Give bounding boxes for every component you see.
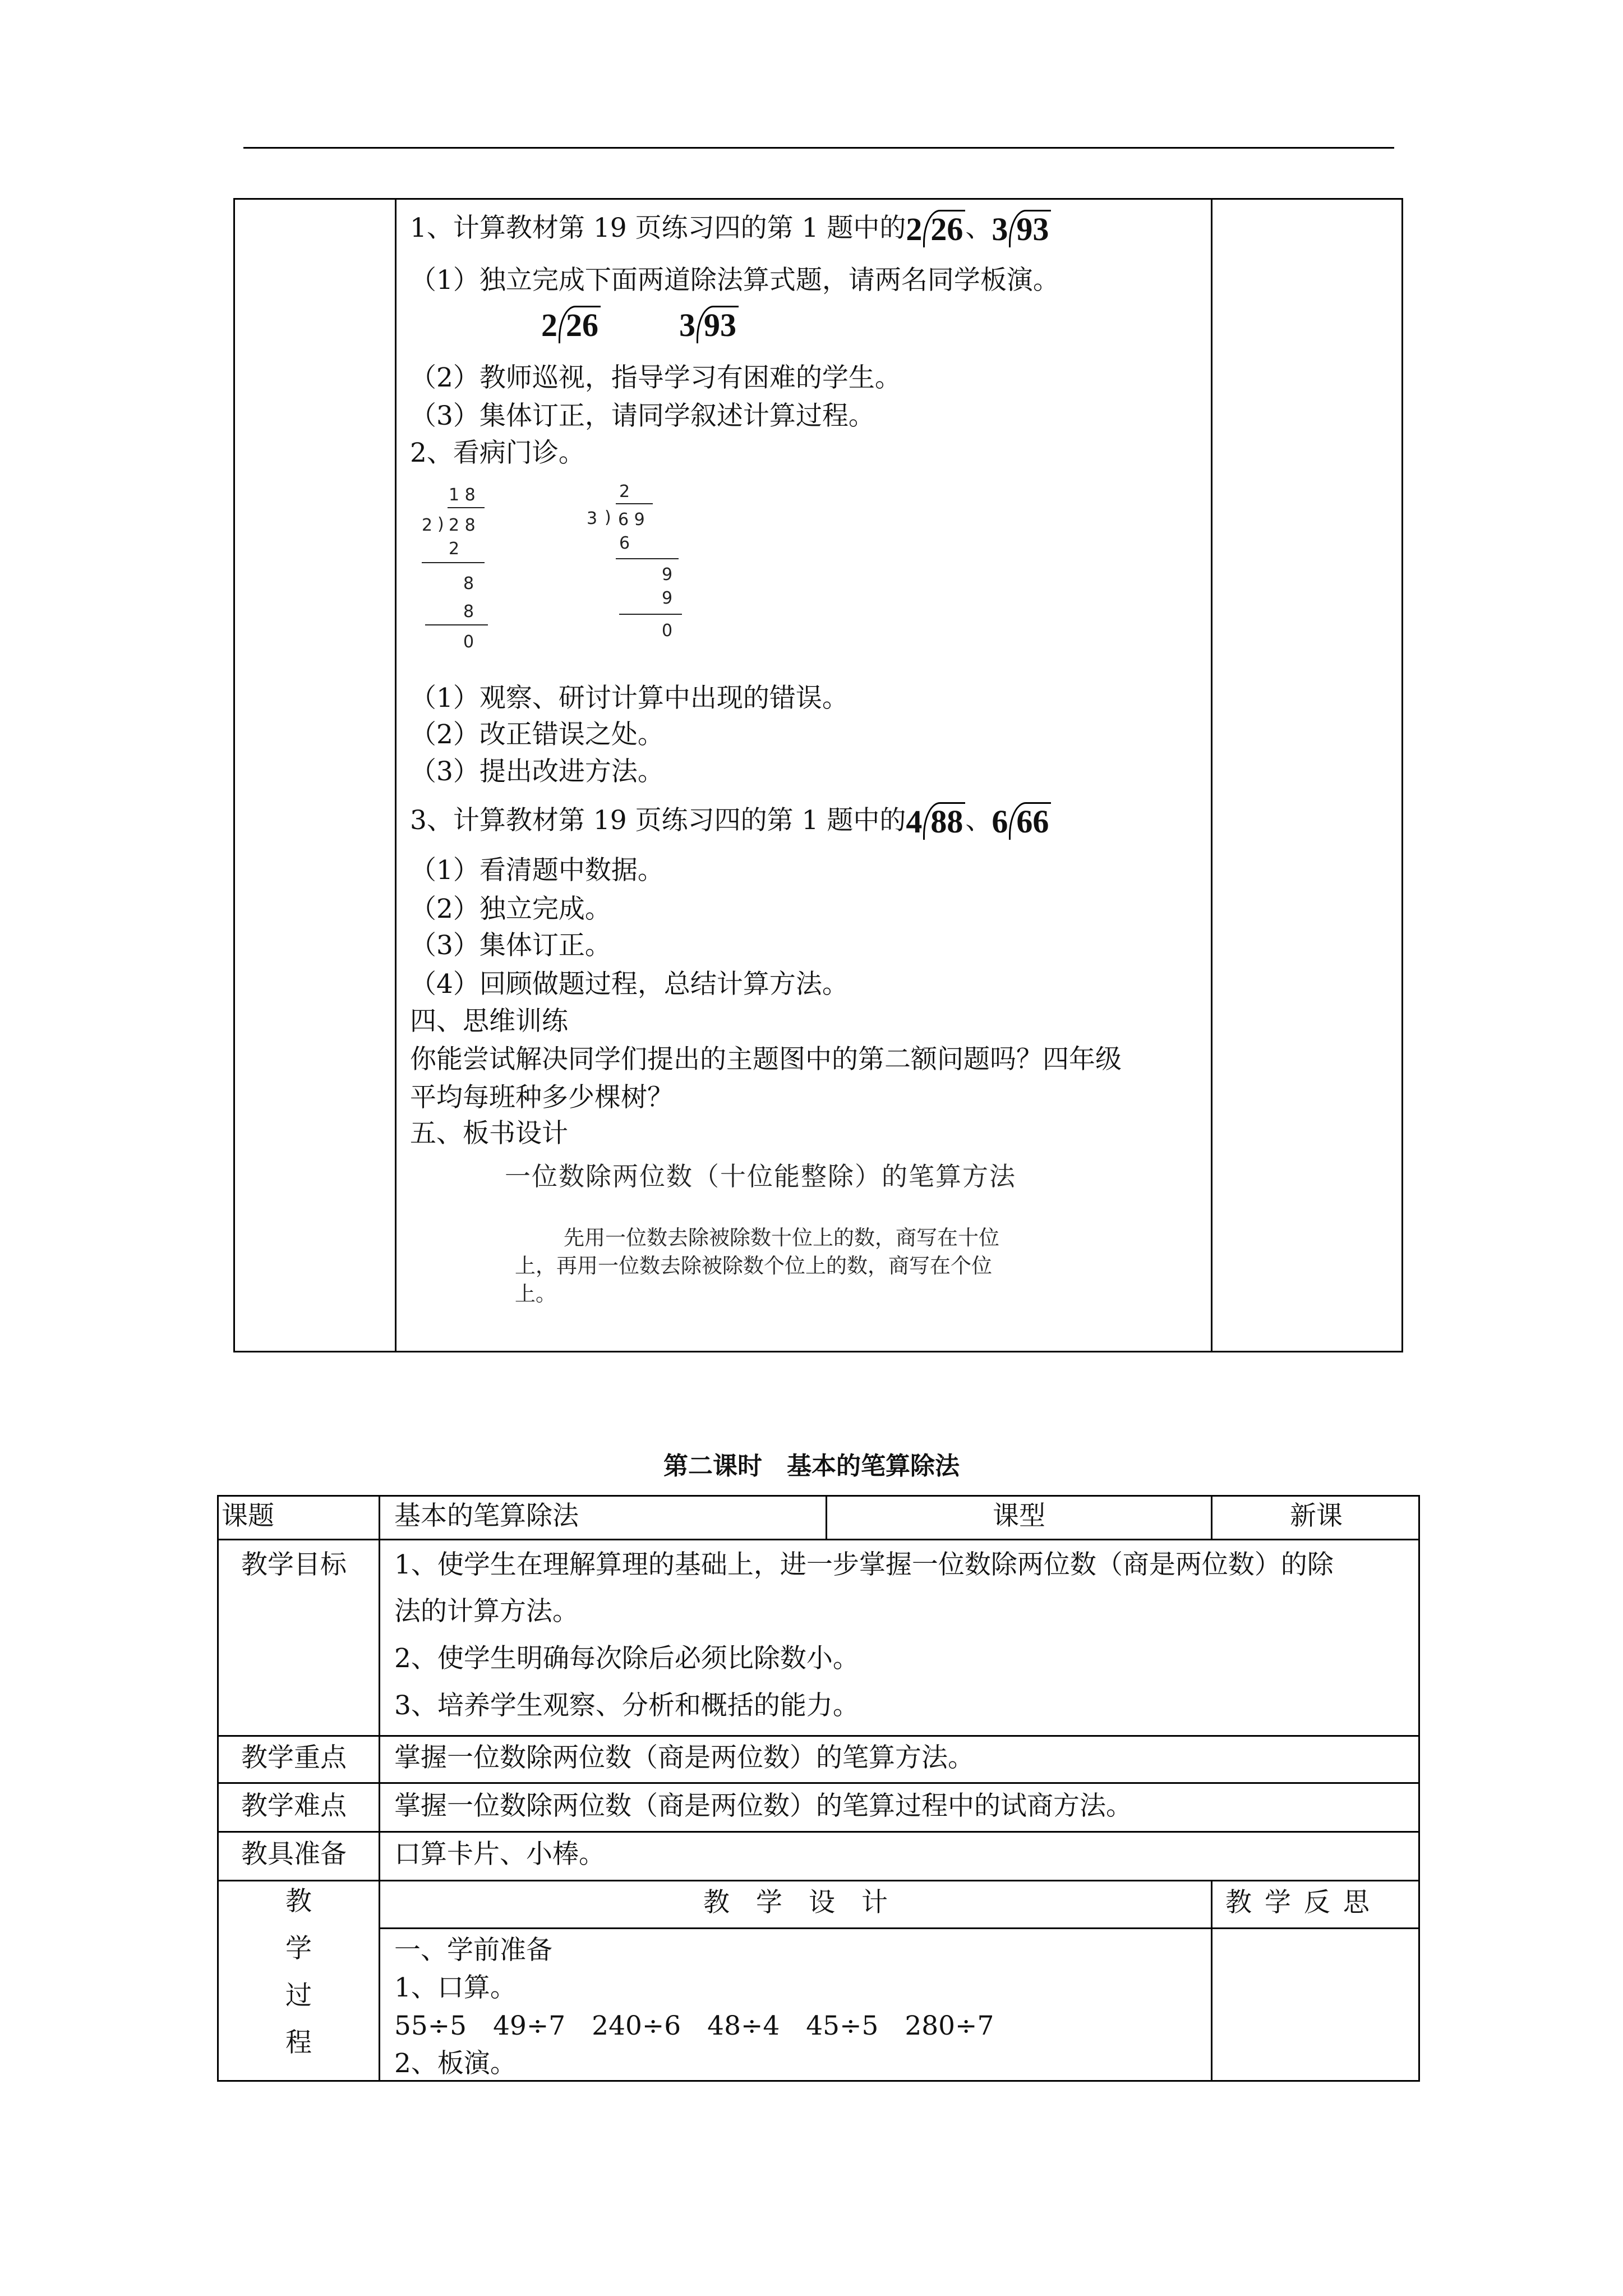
table-row-divider [379, 1927, 1420, 1929]
dividend: 26 [559, 306, 601, 343]
item3-sub4: （4）回顾做题过程，总结计算方法。 [410, 969, 849, 1000]
section5-heading: 五、板书设计 [410, 1118, 568, 1149]
key-label: 教学重点 [241, 1742, 347, 1773]
item3-sub2: （2）独立完成。 [410, 894, 611, 924]
board-rule-line1: 先用一位数去除被除数十位上的数，商写在十位 [564, 1226, 999, 1250]
dividend: 6 9 [618, 510, 645, 530]
difficulty-value: 掌握一位数除两位数（商是两位数）的笔算过程中的试商方法。 [394, 1791, 1132, 1821]
subtrahend-1: 2 [449, 539, 460, 559]
topic-value: 基本的笔算除法 [394, 1501, 579, 1531]
table-row-divider [217, 1539, 1420, 1540]
subtraction-line [616, 558, 679, 559]
table-row-divider [217, 1831, 1420, 1833]
table-divider [395, 198, 396, 1352]
prep-heading: 一、学前准备 [394, 1935, 552, 1966]
item2-sub3: （3）提出改进方法。 [410, 756, 664, 787]
item1-sub2: （2）教师巡视，指导学习有困难的学生。 [410, 362, 901, 393]
item2-sub1: （1）观察、研讨计算中出现的错误。 [410, 683, 849, 714]
dividend: 93 [1009, 210, 1051, 247]
item3-sub3: （3）集体订正。 [410, 930, 611, 961]
section4-text-cont: 平均每班种多少棵树？ [410, 1082, 674, 1113]
oral-items: 55÷5 49÷7 240÷6 48÷4 45÷5 280÷7 [394, 2010, 994, 2041]
board-title: 一位数除两位数（十位能整除）的笔算方法 [505, 1161, 1016, 1191]
quotient: 1 8 [449, 485, 476, 505]
divisor: 3 [679, 307, 695, 343]
process-label-char: 教 [285, 1886, 312, 1917]
remainder-2: 0 [662, 621, 673, 641]
goal-2: 2、使学生明确每次除后必须比除数小。 [394, 1643, 859, 1674]
process-label-char: 学 [285, 1933, 312, 1964]
header-rule [243, 147, 1394, 149]
divisor: 2 [906, 211, 923, 247]
tools-label: 教具准备 [241, 1839, 347, 1870]
goals-label: 教学目标 [241, 1549, 347, 1580]
process-label-char: 程 [285, 2027, 312, 2058]
table-divider [1211, 1880, 1212, 2082]
long-division [541, 306, 601, 343]
separator: 、 [965, 213, 992, 243]
tools-value: 口算卡片、小棒。 [394, 1839, 605, 1870]
remainder-1: 8 [463, 574, 474, 593]
goal-1: 1、使学生在理解算理的基础上，进一步掌握一位数除两位数（商是两位数）的除 [394, 1549, 1334, 1580]
design-header: 教 学 设 计 [703, 1887, 888, 1918]
subtraction-line [422, 562, 485, 563]
key-value: 掌握一位数除两位数（商是两位数）的笔算方法。 [394, 1742, 974, 1773]
subtrahend-2: 9 [662, 588, 673, 608]
oral-heading: 1、口算。 [394, 1972, 517, 2003]
divisor: 2 [541, 307, 557, 343]
item3-sub1: （1）看清题中数据。 [410, 855, 664, 886]
item1-text: 1、计算教材第 19 页练习四的第 1 题中的 [410, 213, 906, 243]
bracket: ) [437, 514, 444, 534]
long-division [906, 210, 965, 247]
section4-text: 你能尝试解决同学们提出的主题图中的第二额问题吗？四年级 [410, 1044, 1122, 1075]
difficulty-label: 教学难点 [241, 1791, 347, 1821]
subtraction-line [619, 614, 682, 615]
lesson2-title: 第二课时 基本的笔算除法 [663, 1452, 960, 1480]
goal-3: 3、培养学生观察、分析和概括的能力。 [394, 1690, 859, 1721]
subtrahend-2: 8 [463, 602, 474, 622]
long-division [992, 802, 1051, 840]
table-row-divider [217, 1782, 1420, 1784]
item3 [410, 802, 1051, 840]
quotient: 2 [619, 482, 630, 501]
item3-text: 3、计算教材第 19 页练习四的第 1 题中的 [410, 805, 906, 836]
type-value: 新课 [1290, 1501, 1343, 1531]
separator: 、 [965, 805, 992, 836]
item2-heading: 2、看病门诊。 [410, 438, 585, 468]
table-divider [379, 1495, 380, 2082]
long-division [992, 210, 1051, 247]
process-label-char: 过 [285, 1980, 312, 2011]
reflection-header: 教 学 反 思 [1225, 1887, 1372, 1918]
board-demo-divisions [541, 306, 739, 343]
type-label: 课型 [993, 1501, 1045, 1531]
divisor: 2 [422, 516, 433, 535]
section4-heading: 四、思维训练 [410, 1006, 568, 1037]
dividend: 88 [923, 802, 965, 840]
topic-label: 课题 [222, 1501, 274, 1531]
dividend: 66 [1009, 802, 1051, 840]
subtrahend-1: 6 [619, 533, 630, 553]
table-divider [1211, 198, 1212, 1352]
item1-sub3: （3）集体订正，请同学叙述计算过程。 [410, 401, 875, 431]
subtraction-line [425, 624, 488, 625]
division-bar [616, 503, 653, 504]
remainder-1: 9 [662, 565, 673, 585]
board-rule-line3: 上。 [515, 1282, 556, 1306]
divisor: 4 [906, 803, 923, 840]
dividend: 93 [697, 306, 739, 343]
divisor: 3 [992, 211, 1008, 247]
bracket: ) [605, 508, 611, 527]
item1-sub1: （1）独立完成下面两道除法算式题，请两名同学板演。 [410, 265, 1059, 296]
divisor: 6 [992, 803, 1008, 840]
item2-sub2: （2）改正错误之处。 [410, 719, 664, 750]
table-row-divider [217, 1735, 1420, 1737]
goal-1-cont: 法的计算方法。 [394, 1596, 579, 1627]
board-rule-line2: 上，再用一位数去除被除数个位上的数，商写在个位 [515, 1254, 992, 1278]
item1 [410, 210, 1051, 247]
remainder-2: 0 [463, 632, 474, 652]
board-demo-heading: 2、板演。 [394, 2048, 517, 2079]
dividend: 26 [923, 210, 965, 247]
division-bar [448, 507, 485, 508]
long-division [679, 306, 739, 343]
divisor: 3 [587, 509, 598, 528]
long-division [906, 802, 965, 840]
table-row-divider [217, 1880, 1420, 1881]
dividend: 2 8 [449, 516, 476, 535]
